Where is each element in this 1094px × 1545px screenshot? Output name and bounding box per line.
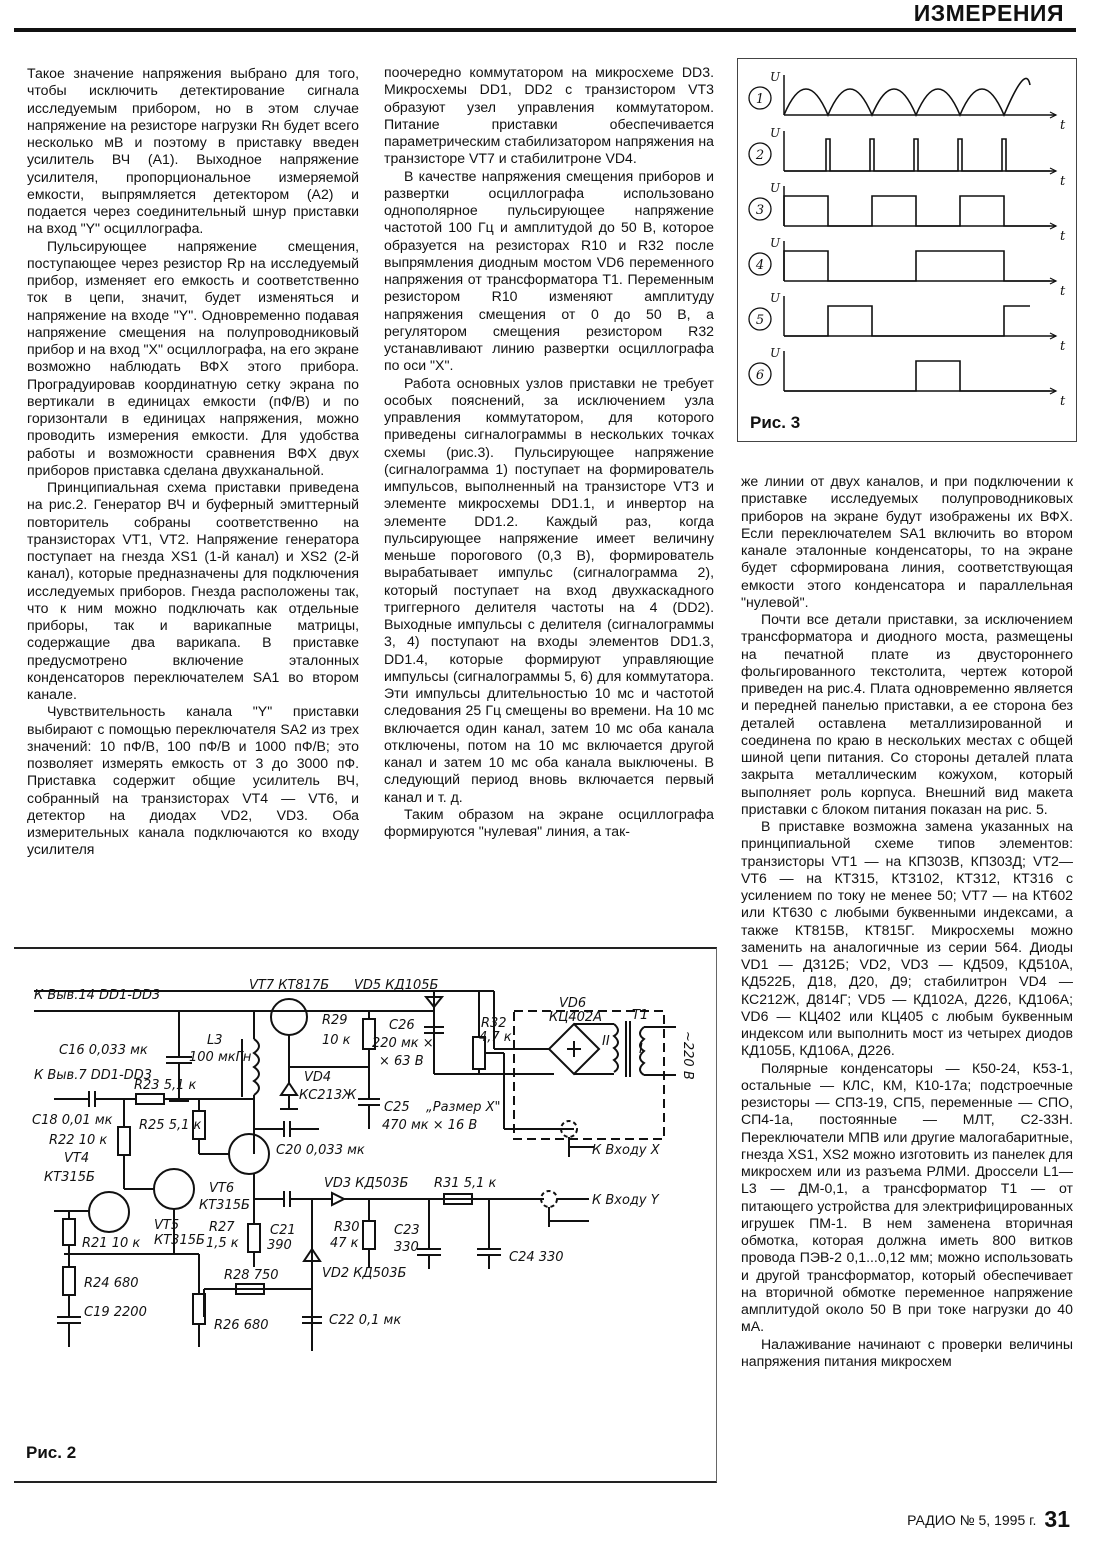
label-r29-value: 10 к — [322, 1033, 351, 1048]
label-winding-2: II — [602, 1034, 610, 1049]
label-r31: R31 5,1 к — [434, 1176, 497, 1191]
signal-trace-3 — [784, 196, 1050, 226]
label-vd6-value: КЦ402А — [549, 1010, 603, 1025]
paragraph: же линии от двух каналов, и при подключении к приставке исследуемых полупроводниковых приборов на экране будут изображены их ВФХ. Если переключателем SA1 включить во втором канале эталонные конденсаторы, то на экране будет сформирована линия, соответствующая емкости этого конденсатора и параллельная "нулевой". — [741, 473, 1073, 610]
label-r32: R32 — [481, 1016, 507, 1031]
label-vt5-type: КТ315Б — [154, 1233, 205, 1248]
axis-label-t: t — [1060, 174, 1066, 189]
trace-number: 3 — [755, 203, 765, 218]
label-r27-value: 1,5 к — [206, 1236, 239, 1251]
label-vt4-type: КТ315Б — [44, 1170, 95, 1185]
figure-3-caption: Рис. 3 — [750, 413, 801, 432]
label-r32-value: 4,7 к — [479, 1030, 512, 1045]
label-r29: R29 — [322, 1013, 348, 1028]
label-dd-pin7: К Выв.7 DD1-DD3 — [34, 1068, 153, 1083]
label-vd3: VD3 КД503Б — [324, 1176, 409, 1191]
text-column-3 — [741, 473, 1073, 1370]
trace-number: 5 — [755, 313, 765, 328]
label-to-input-y: К Входу Y — [592, 1193, 659, 1208]
axis-label-t: t — [1060, 229, 1066, 244]
paragraph: В качестве напряжения смещения приборов и развертки осциллографа использовано однополярное пульсирующее напряжение частотой 100 Гц и амплитудой до 50 В, которое образуется на резисторах R10 и R32 после выпрямления диодным мостом VD6 переменного напряжения от трансформатора T1. Переменным резистором R10 изменяют амплитуду напряжения смещения от 0 до 50 В, а регулятором смещения резистором R32 устанавливают линию развертки осциллографа по оси "X". — [384, 167, 714, 374]
trace-number: 4 — [755, 258, 765, 273]
label-r28: R28 750 — [224, 1268, 279, 1283]
label-vd4: VD4 — [304, 1070, 332, 1085]
label-razmer-x: „Размер X" — [426, 1100, 501, 1115]
label-c26-value-2: × 63 В — [379, 1054, 424, 1069]
page-number: 31 — [1044, 1506, 1070, 1532]
axis-label-u: U — [770, 346, 781, 360]
page-footer — [907, 1506, 1070, 1533]
label-vt7: VT7 КТ817Б — [249, 978, 330, 993]
trace-number: 6 — [755, 368, 765, 383]
label-vt6: VT6 — [209, 1181, 235, 1196]
label-c21: C21 — [270, 1223, 296, 1238]
signal-trace-6 — [784, 361, 1050, 391]
paragraph: Работа основных узлов приставки не требует особых пояснений, за исключением узла управления коммутатором, для которого приведены сигналограммы в нескольких точках схемы (рис.3). Пульсирующее напряжение (сигналограмма 1) поступает на формирователь импульсов, выполненный на транзисторе VT3 и элементе микросхемы DD1.1, и инвертор на элементе DD1.2. Каждый раз, когда пульсирующее напряжение имеет величину меньше порогового (0,3 В), формирователь вырабатывает импульс (сигналограмма 2), который поступает на вход двухкаскадного триггерного делителя частоты на 4 (DD2). Выходные импульсы с делителя (сигналограммы 3, 4) поступают на входы элементов DD1.3, DD1.4, которые формируют управляющие импульсы (сигналограммы 5, 6) для коммутатора. Эти импульсы длительностью 10 мс и частотой следования 25 Гц смещены во времени. На 10 мс включается один канал, затем 10 мс оба канала отключены, потом на 10 мс включается другой канал и затем 10 мс оба канала выключены. В следующий период вновь включается первый канал и т. д. — [384, 374, 714, 805]
signal-trace-2 — [784, 139, 1050, 171]
paragraph: Такое значение напряжения выбрано для того, чтобы исключить детектирование сигнала исследуемым прибором, но в этом случае напряжение на резисторе нагрузки Rн будет всего несколько мВ и поэтому в приставку введен усилитель ВЧ (А1). Выходное напряжение усилителя, пропорциональное измеряемой емкости, выпрямляется детектором (А2) и подается через соединительный шнур приставки на вход "Y" осциллографа. — [27, 65, 359, 237]
label-l3: L3 — [207, 1033, 223, 1048]
label-vd5: VD5 КД105Б — [354, 978, 439, 993]
label-c23-value: 330 — [394, 1240, 419, 1255]
label-r22: R22 10 к — [49, 1133, 108, 1148]
trace-number: 2 — [755, 148, 765, 163]
label-vt4: VT4 — [64, 1151, 90, 1166]
paragraph: Почти все детали приставки, за исключением трансформатора и диодного моста, размещены на печатной плате из двустороннего фольгированного текстолита, чертеж которой приведен на рис.4. Плата одновременно является и передней панелью приставки, а ее сторона без деталей оставлена металлизированной и соединена по краю в нескольких местах с общей шиной цепи питания. Со стороны деталей плата закрыта металлическим кожухом, который выполняет роль корпуса. Внешний вид макета приставки с блоком питания показан на рис. 5. — [741, 611, 1073, 817]
label-c26: C26 — [389, 1018, 415, 1033]
label-r23: R23 5,1 к — [134, 1078, 197, 1093]
label-c24: C24 330 — [509, 1250, 564, 1265]
figure-2-schematic — [14, 947, 717, 1483]
paragraph: Чувствительность канала "Y" приставки выбирают с помощью переключателя SA2 из трех значений: 10 пФ/В, 100 пФ/В и 1000 пФ/В; это позволяет измерять емкость от 3 до 3000 пФ. Приставка содержит общие усилитель ВЧ, собранный на транзисторах VT4 — VT6, и детектор на диодах VD2, VD3. Оба измерительных канала подключаются ко входу усилителя — [27, 703, 359, 858]
axis-label-u: U — [770, 126, 781, 140]
label-winding-1: I — [639, 1042, 643, 1057]
paragraph: поочередно коммутатором на микросхеме DD3. Микросхемы DD1, DD2 с транзистором VT3 образуют узел управления коммутатором. Питание приставки обеспечивается параметрическим стабилизатором напряжения на транзисторе VT7 и стабилитроне VD4. — [384, 64, 714, 167]
signal-diagrams-svg — [738, 59, 1076, 441]
label-c25-value: 470 мк × 16 В — [382, 1118, 478, 1133]
figure-2-caption: Рис. 2 — [26, 1443, 77, 1462]
axis-label-u: U — [770, 236, 781, 250]
paragraph: Налаживание начинают с проверки величины напряжения питания микросхем — [741, 1335, 1073, 1369]
label-r30-value: 47 к — [330, 1236, 359, 1251]
label-mains: ~220 В — [680, 1031, 695, 1080]
label-c20: C20 0,033 мк — [276, 1143, 365, 1158]
label-c18: C18 0,01 мк — [32, 1113, 113, 1128]
label-r27: R27 — [209, 1220, 235, 1235]
label-vt5: VT5 — [154, 1218, 180, 1233]
signal-trace-5 — [784, 306, 1030, 336]
figure-3-signal-diagrams — [737, 58, 1077, 442]
label-c26-value-1: 220 мк × — [372, 1036, 434, 1051]
magazine-issue: РАДИО № 5, 1995 г. — [907, 1512, 1037, 1528]
label-vd4-value: КС213Ж — [299, 1088, 357, 1103]
text-column-2 — [384, 64, 714, 840]
label-vt6-type: КТ315Б — [199, 1198, 250, 1213]
label-vd2: VD2 КД503Б — [322, 1266, 407, 1281]
axis-label-t: t — [1060, 394, 1066, 409]
paragraph: Полярные конденсаторы — К50-24, К53-1, остальные — КЛС, КМ, К10-17а; подстроечные резисторы — СП3-19, СП5, переменные — СПО, СП4-1а, постоянные — МЛТ, С2-33Н. Переключатели МПВ или другие малогабаритные, гнезда XS1, XS2 можно изготовить из панелек для микросхем или из разъема РЛМИ. Дроссели L1—L3 — ДМ-0,1, а трансформатор T1 — от питающего устройства для электрифицированных игрушек ПМ-1. В нем заменена вторичная обмотка, которая должна иметь 800 витков провода ПЭВ-2 0,1...0,12 мм; можно использовать и другой трансформатор, который обеспечивает на вторичной обмотке переменное напряжение амплитудой около 50 В при токе нагрузки до 40 мА. — [741, 1059, 1073, 1335]
label-l3-value: 100 мкГн — [189, 1050, 252, 1065]
axis-label-t: t — [1060, 284, 1066, 299]
trace-number: 1 — [755, 92, 765, 107]
axis-label-t: t — [1060, 118, 1066, 133]
label-c25: C25 — [384, 1100, 410, 1115]
label-c16: C16 0,033 мк — [59, 1043, 148, 1058]
section-title: ИЗМЕРЕНИЯ — [913, 0, 1064, 26]
paragraph: В приставке возможна замена указанных на принципиальной схеме типов элементов: транзисторы VT1 — на КП303В, КП303Д; VT2—VT6 — на КТ315, КТ3102, КТ312, КТ316 с усилением по току не менее 50; VT7 — на КТ602 или КТ630 с любыми буквенными индексами, а также КТ815В, КТ815Г. Микросхемы можно заменить на аналогичные из серии 564. Диоды VD1 — Д312Б; VD2, VD3 — КД509, КД510А, КД522Б, Д18, Д20, Д9; стабилитрон VD4 — КС212Ж, Д814Г; VD5 — КД102А, Д226, КД106А; VD6 — КЦ402 или КЦ405 с любым буквенным индексом или выполнить мост из четырех диодов КД105Б, КД106А, Д226. — [741, 818, 1073, 1059]
label-c23: C23 — [394, 1223, 420, 1238]
axis-label-u: U — [770, 181, 781, 195]
paragraph: Принципиальная схема приставки приведена на рис.2. Генератор ВЧ и буферный эмиттерный повторитель собраны соответственно на транзисторах VT1, VT2. Напряжение генератора поступает на гнезда XS1 (1-й канал) и XS2 (2-й канал), которые предназначены для подключения исследуемых приборов. Гнезда расположены так, что к ним можно подключать как отдельные приборы, так и варикапные матрицы, содержащие два варикапа. В приставке предусмотрено включение эталонных конденсаторов переключателем SA1 во втором канале. — [27, 479, 359, 702]
axis-label-u: U — [770, 70, 781, 84]
label-to-input-x: К Входу X — [592, 1143, 660, 1158]
label-r24: R24 680 — [84, 1276, 139, 1291]
label-c19: C19 2200 — [84, 1305, 147, 1320]
label-r26: R26 680 — [214, 1318, 269, 1333]
label-r25: R25 5,1 к — [139, 1118, 202, 1133]
label-vd6: VD6 — [559, 996, 587, 1011]
paragraph: Таким образом на экране осциллографа формируются "нулевая" линия, а так- — [384, 805, 714, 839]
axis-label-t: t — [1060, 339, 1066, 354]
label-c22: C22 0,1 мк — [329, 1313, 402, 1328]
text-column-1 — [27, 65, 359, 859]
header-rule — [14, 28, 1076, 32]
label-r30: R30 — [334, 1220, 360, 1235]
axis-label-u: U — [770, 291, 781, 305]
paragraph: Пульсирующее напряжение смещения, поступающее через резистор Rр на исследуемый прибор, изменяет его емкость и соответственно ток в цепи, значит, будет изменяться и напряжение на входе "Y". Одновременно подавая напряжение смещения на полупроводниковый прибор и на вход "X" осциллографа, на его экране возможно наблюдать ВФХ этого прибора. Проградуировав координатную сетку экрана по вертикали в единицах емкости (пФ/В) и по горизонтали в единицах напряжения, можно проводить измерения емкости. Для удобства работы и возможности сравнения ВФХ двух приборов приставка сделана двухканальной. — [27, 237, 359, 478]
label-dd-pin14: К Выв.14 DD1-DD3 — [34, 988, 161, 1003]
schematic-labels — [14, 949, 716, 1481]
label-t1: T1 — [632, 1008, 649, 1023]
label-r21: R21 10 к — [82, 1236, 141, 1251]
signal-trace-4 — [784, 251, 1050, 281]
label-c21-value: 390 — [267, 1238, 292, 1253]
signal-trace-1 — [784, 78, 1030, 115]
